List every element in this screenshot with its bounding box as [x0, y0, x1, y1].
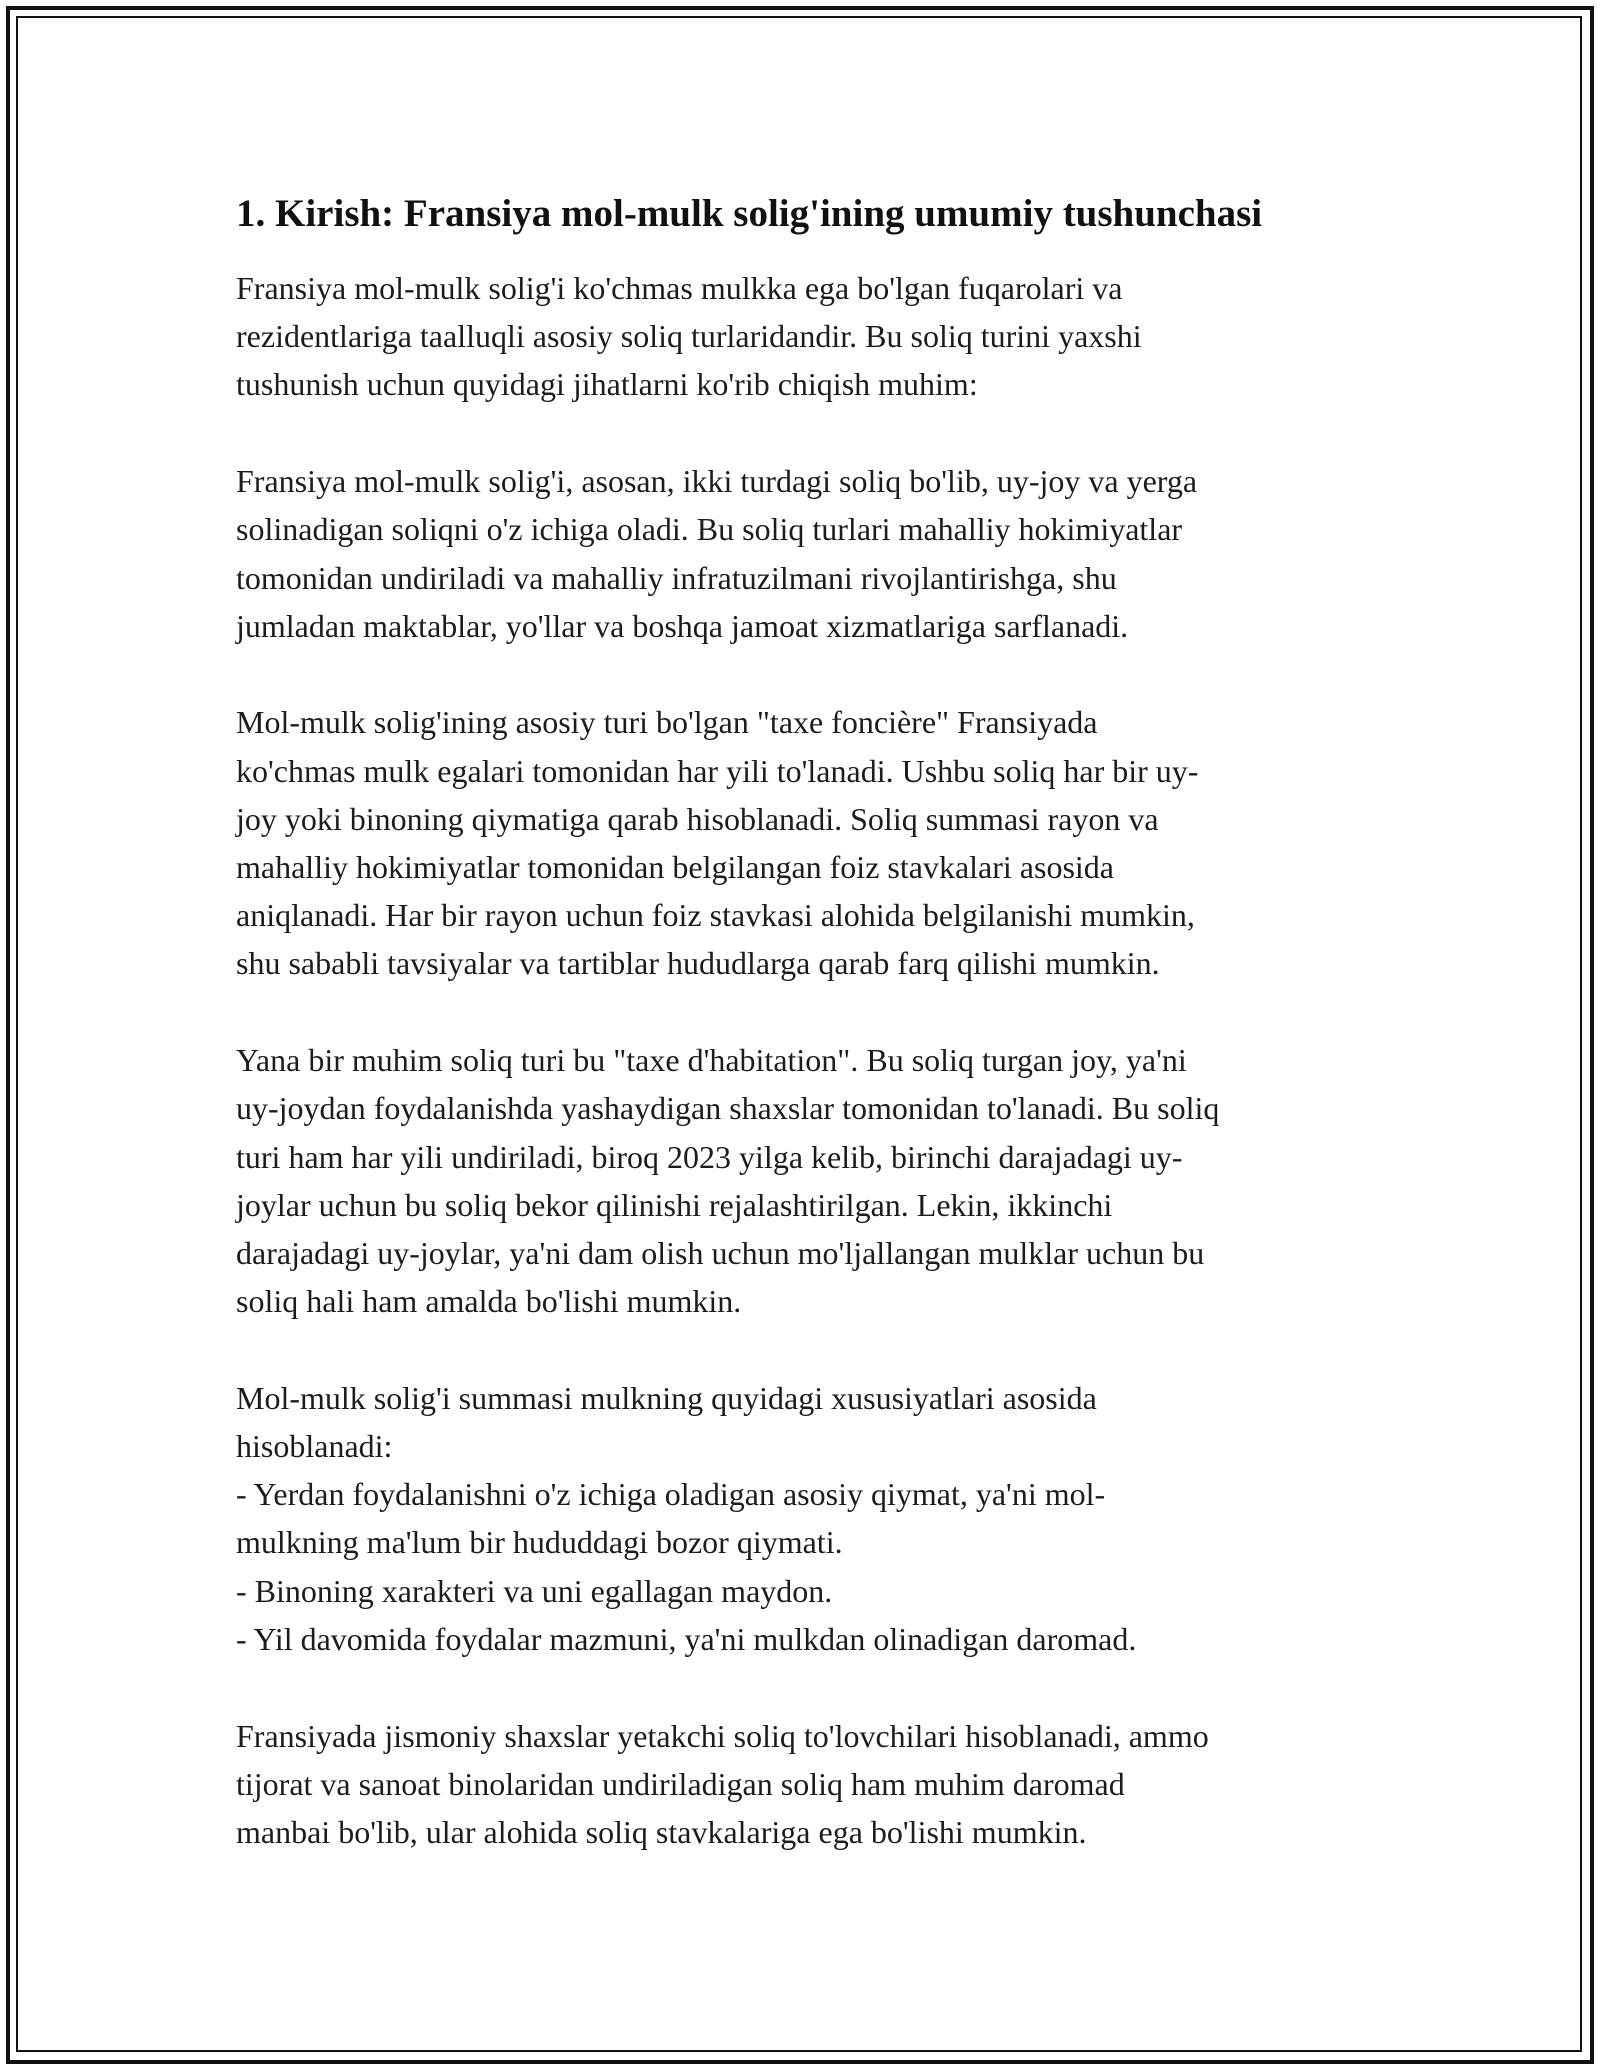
text-line: Yana bir muhim soliq turi bu "taxe d'habitation". Bu soliq turgan joy, ya'ni: [236, 1042, 1187, 1079]
paragraph-calculation-basis: [236, 1374, 1376, 1663]
text-line: Fransiya mol-mulk solig'i ko'chmas mulkka ega bo'lgan fuqarolari va: [236, 270, 1123, 306]
paragraph-taxe-fonciere: [236, 698, 1376, 987]
document-body: [236, 186, 1376, 1905]
text-line: Fransiya mol-mulk solig'i, asosan, ikki turdagi soliq bo'lib, uy-joy va yerga: [236, 463, 1198, 500]
text-line: rezidentlariga taalluqli asosiy soliq turlaridandir. Bu soliq turini yaxshi: [236, 318, 1142, 355]
text-line: manbai bo'lib, ular alohida soliq stavkalariga ega bo'lishi mumkin.: [236, 1813, 1087, 1850]
text-line: mulkning ma'lum bir hududdagi bozor qiymati.: [236, 1524, 843, 1561]
section-title: 1. Kirish: Fransiya mol-mulk solig'ining umumiy tushunchasi: [236, 192, 1263, 235]
text-line: soliq hali ham amalda bo'lishi mumkin.: [236, 1283, 742, 1320]
text-line: tijorat va sanoat binolaridan undiriladigan soliq ham muhim daromad: [236, 1765, 1125, 1802]
text-line: Mol-mulk solig'i summasi mulkning quyidagi xususiyatlari asosida: [236, 1379, 1097, 1416]
text-line: Mol-mulk solig'ining asosiy turi bo'lgan "taxe foncière" Fransiyada: [236, 704, 1098, 741]
text-line: joy yoki binoning qiymatiga qarab hisoblanadi. Soliq summasi rayon va: [236, 800, 1159, 837]
text-line: mahalliy hokimiyatlar tomonidan belgilangan foiz stavkalari asosida: [236, 849, 1114, 886]
text-line: turi ham har yili undiriladi, biroq 2023 yilga kelib, birinchi darajadagi uy-: [236, 1138, 1183, 1175]
text-line: Fransiyada jismoniy shaxslar yetakchi soliq to'lovchilari hisoblanadi, ammo: [236, 1717, 1209, 1754]
list-item: - Yil davomida foydalar mazmuni, ya'ni mulkdan olinadigan daromad.: [236, 1620, 1137, 1657]
text-line: shu sababli tavsiyalar va tartiblar hududlarga qarab farq qilishi mumkin.: [236, 945, 1160, 982]
paragraph-taxpayers: [236, 1712, 1376, 1857]
text-line: aniqlanadi. Har bir rayon uchun foiz stavkasi alohida belgilanishi mumkin,: [236, 897, 1195, 934]
text-line: tomonidan undiriladi va mahalliy infratuzilmani rivojlantirishga, shu: [236, 559, 1117, 596]
text-line: solinadigan soliqni o'z ichiga oladi. Bu soliq turlari mahalliy hokimiyatlar: [236, 511, 1183, 548]
paragraph-tax-types: [236, 457, 1376, 650]
list-item: - Yerdan foydalanishni o'z ichiga oladigan asosiy qiymat, ya'ni mol-: [236, 1476, 1106, 1513]
text-line: jumladan maktablar, yo'llar va boshqa jamoat xizmatlariga sarflanadi.: [236, 607, 1129, 644]
text-line: ko'chmas mulk egalari tomonidan har yili to'lanadi. Ushbu soliq har bir uy-: [236, 752, 1199, 789]
text-line: darajadagi uy-joylar, ya'ni dam olish uchun mo'ljallangan mulklar uchun bu: [236, 1234, 1205, 1271]
text-line: tushunish uchun quyidagi jihatlarni ko'rib chiqish muhim:: [236, 366, 978, 403]
text-line: uy-joydan foydalanishda yashaydigan shaxslar tomonidan to'lanadi. Bu soliq: [236, 1090, 1220, 1127]
text-line: hisoblanadi:: [236, 1428, 393, 1465]
text-line: joylar uchun bu soliq bekor qilinishi rejalashtirilgan. Lekin, ikkinchi: [236, 1186, 1113, 1223]
paragraph-taxe-habitation: [236, 1036, 1376, 1325]
list-item: - Binoning xarakteri va uni egallagan maydon.: [236, 1572, 833, 1609]
paragraph-intro: [236, 264, 1376, 409]
